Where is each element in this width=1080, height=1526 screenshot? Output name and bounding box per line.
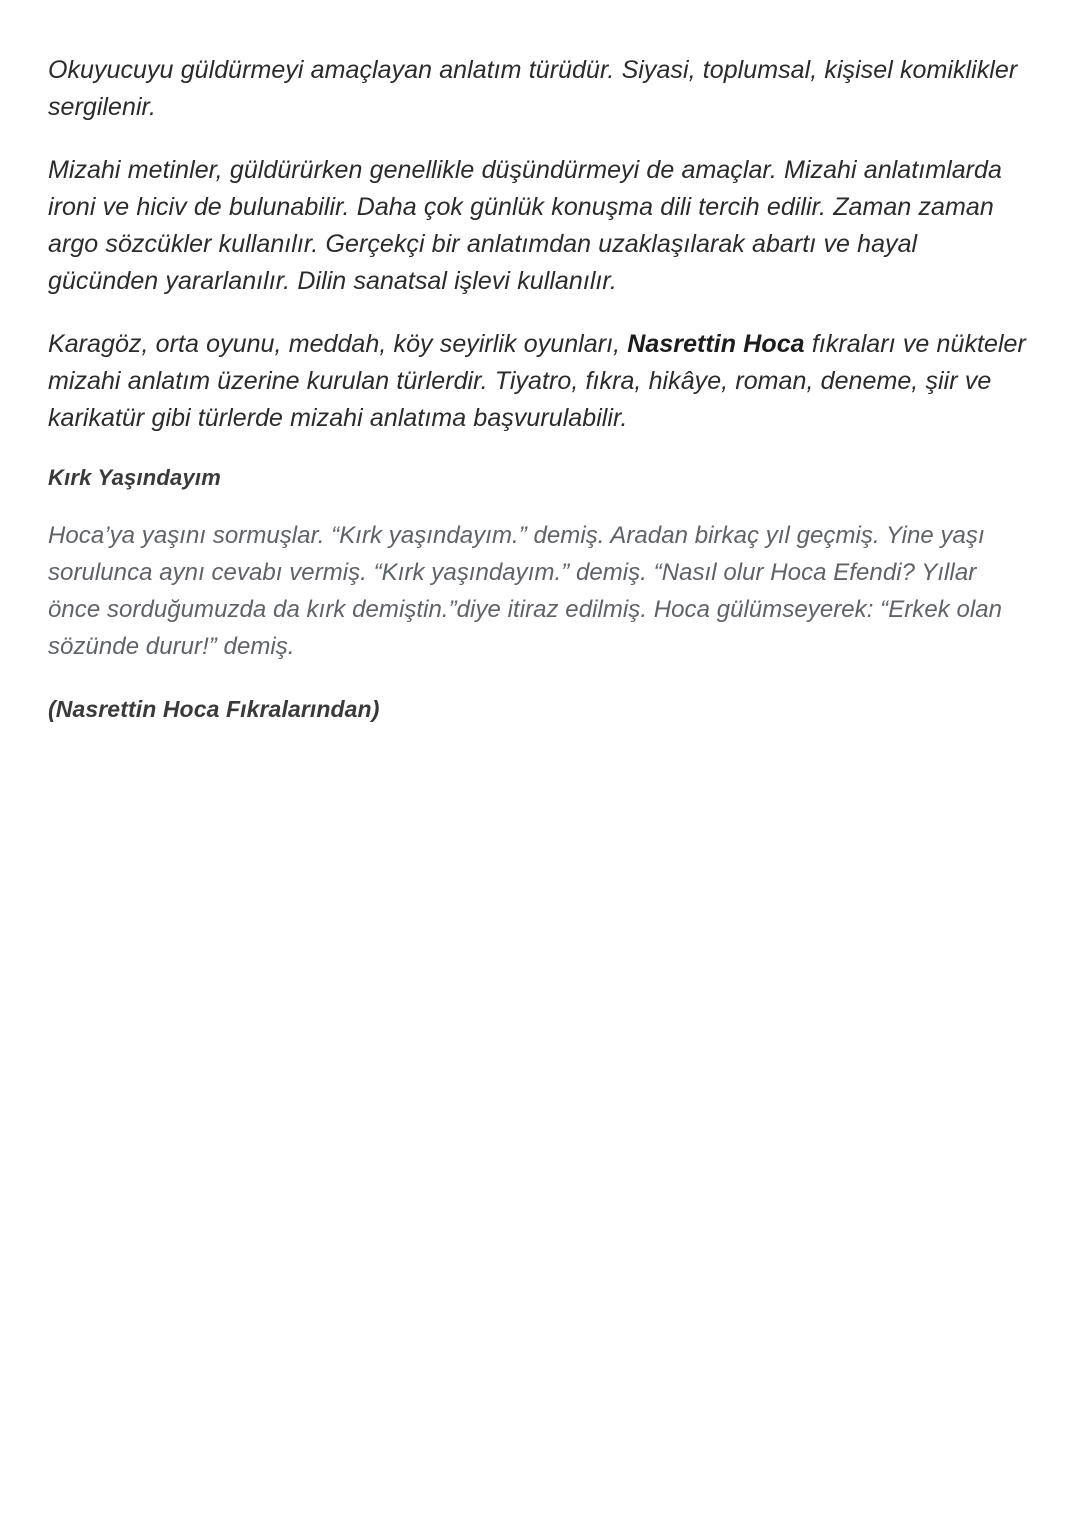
paragraph-intro: Okuyucuyu güldürmeyi amaçlayan anlatım türüdür. Siyasi, toplumsal, kişisel komiklikler sergilenir. xyxy=(48,56,1018,121)
paragraph-genres xyxy=(48,326,1032,437)
anecdote-heading: Kırk Yaşındayım xyxy=(48,465,221,490)
paragraph-features: Mizahi metinler, güldürürken genellikle düşündürmeyi de amaçlar. Mizahi anlatımlarda ironi ve hiciv de bulunabilir. Daha çok günlük konuşma dili tercih edilir. Zaman zaman argo sözcükler kullanılır. Gerçekçi bir anlatımdan uzaklaşılarak abartı ve hayal gücünden yararlanılır. Dilin sanatsal işlevi kullanılır. xyxy=(48,156,1002,295)
paragraph-genres-tail: fıkraları ve nükteler mizahi anlatım üzerine kurulan türlerdir. Tiyatro, fıkra, hikâye, roman, deneme, şiir ve karikatür gibi türlerde mizahi anlatıma başvurulabilir. xyxy=(48,330,1026,432)
paragraph-genres-emphasis: Nasrettin Hoca xyxy=(627,330,805,358)
anecdote-attribution: (Nasrettin Hoca Fıkralarından) xyxy=(48,696,380,722)
paragraph-genres-lead: Karagöz, orta oyunu, meddah, köy seyirlik oyunları, xyxy=(48,330,628,358)
anecdote-body: Hoca’ya yaşını sormuşlar. “Kırk yaşındayım.” demiş. Aradan birkaç yıl geçmiş. Yine yaşı sorulunca aynı cevabı vermiş. “Kırk yaşındayım.” demiş. “Nasıl olur Hoca Efendi? Yıllar önce sorduğumuzda da kırk demiştin.”diye itiraz edilmiş. Hoca gülümseyerek: “Erkek olan sözünde durur!” demiş. xyxy=(48,522,1003,660)
document-content xyxy=(48,52,1032,725)
